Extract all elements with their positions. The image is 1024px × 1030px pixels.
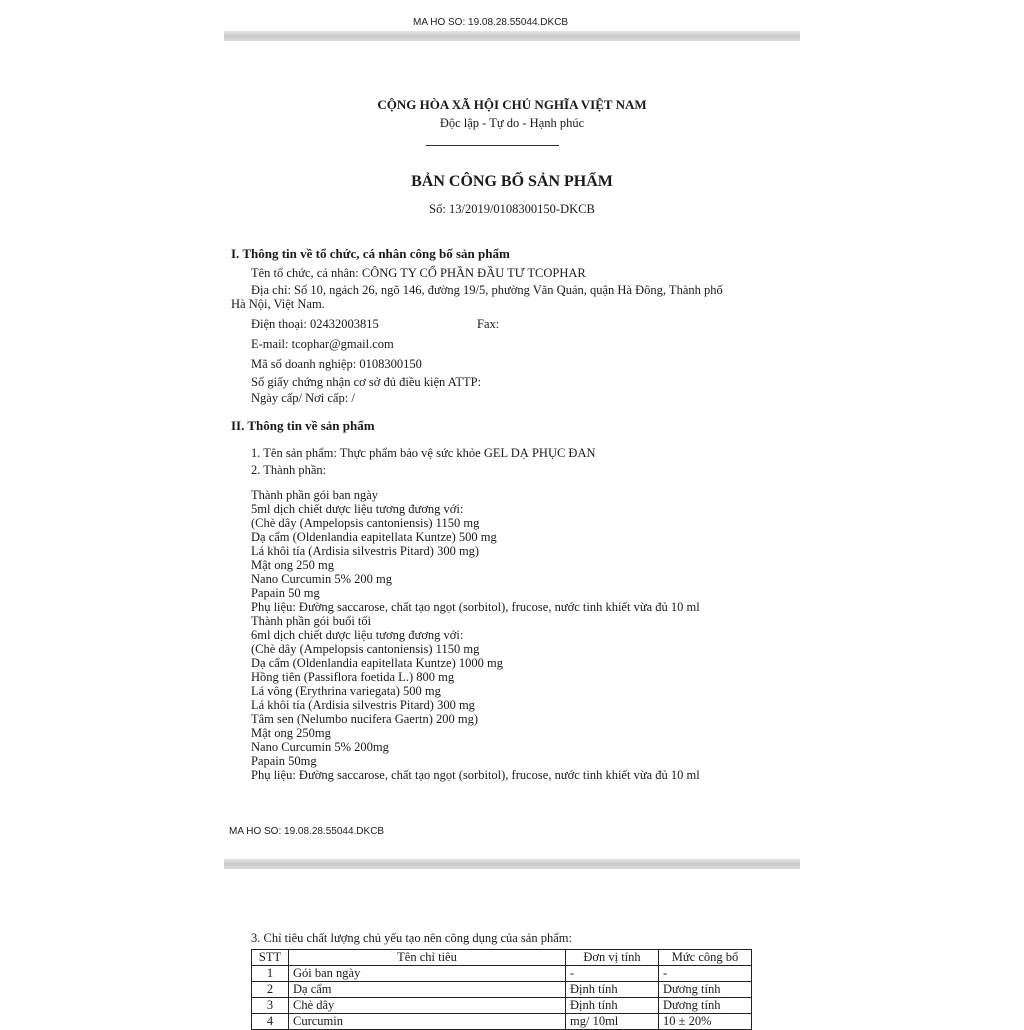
ingredients-list (251, 488, 700, 782)
document-number: Số: 13/2019/0108300150-DKCB (429, 202, 595, 216)
fax: Fax: (477, 317, 500, 331)
ingredient-line: Mật ong 250mg (251, 726, 331, 740)
email: E-mail: tcophar@gmail.com (251, 337, 394, 351)
table-row (252, 998, 752, 1014)
ingredient-line: 5ml dịch chiết dược liệu tương đương với: (251, 502, 464, 516)
table-header-cell: Mức công bố (659, 950, 752, 966)
table-cell: 3 (252, 998, 289, 1014)
quality-heading: 3. Chỉ tiêu chất lượng chủ yếu tạo nên công dụng của sản phẩm: (251, 931, 572, 945)
table-cell: - (659, 966, 752, 982)
quality-table (251, 949, 752, 1030)
ingredient-line: (Chè dây (Ampelopsis cantoniensis) 1150 mg (251, 642, 480, 656)
page-header-code: MA HO SO: 19.08.28.55044.DKCB (413, 17, 569, 28)
table-header-row (252, 950, 752, 966)
ingredient-line: Phụ liệu: Đường saccarose, chất tạo ngọt (sorbitol), frucose, nước tinh khiết vừa đủ 10 ml (251, 600, 700, 614)
ingredient-line: Nano Curcumin 5% 200mg (251, 740, 389, 754)
table-row (252, 982, 752, 998)
ingredient-line: Nano Curcumin 5% 200 mg (251, 572, 392, 586)
table-cell: Dạ cẩm (289, 982, 566, 998)
table-cell: mg/ 10ml (566, 1014, 659, 1030)
ingredient-line: Mật ong 250 mg (251, 558, 334, 572)
ingredient-line: Thành phần gói ban ngày (251, 488, 379, 502)
table-cell: Chè dây (289, 998, 566, 1014)
ingredient-line: Lá vông (Erythrina variegata) 500 mg (251, 684, 441, 698)
issue-date: Ngày cấp/ Nơi cấp: / (251, 391, 355, 405)
ingredient-line: Tâm sen (Nelumbo nucifera Gaertn) 200 mg) (251, 712, 479, 726)
ingredient-line: Dạ cẩm (Oldenlandia eapitellata Kuntze) 1000 mg (251, 656, 503, 670)
ingredient-line: Lá khôi tía (Ardisia silvestris Pitard) 300 mg (251, 698, 475, 712)
org-name: Tên tổ chức, cá nhân: CÔNG TY CỔ PHẦN ĐẦU TƯ TCOPHAR (251, 266, 586, 280)
phone: Điện thoại: 02432003815 (251, 317, 379, 331)
document-title: BẢN CÔNG BỐ SẢN PHẨM (411, 173, 613, 190)
ingredient-line: Thành phần gói buổi tối (251, 614, 372, 628)
page-divider (224, 859, 800, 869)
section-1-heading: I. Thông tin về tổ chức, cá nhân công bố sản phẩm (231, 246, 510, 261)
ingredient-line: 6ml dịch chiết dược liệu tương đương với: (251, 628, 464, 642)
business-code: Mã số doanh nghiệp: 0108300150 (251, 357, 422, 371)
table-cell: 10 ± 20% (659, 1014, 752, 1030)
ingredient-line: (Chè dây (Ampelopsis cantoniensis) 1150 mg (251, 516, 480, 530)
table-header-cell: Tên chỉ tiêu (289, 950, 566, 966)
ingredient-line: Lá khôi tía (Ardisia silvestris Pitard) 300 mg) (251, 544, 480, 558)
table-row (252, 966, 752, 982)
product-name: 1. Tên sản phẩm: Thực phẩm bảo vệ sức khỏe GEL DẠ PHỤC ĐAN (251, 446, 596, 460)
title-underline (426, 145, 559, 146)
national-title: CỘNG HÒA XÃ HỘI CHỦ NGHĨA VIỆT NAM (377, 97, 647, 112)
ingredient-line: Dạ cẩm (Oldenlandia eapitellata Kuntze) 500 mg (251, 530, 497, 544)
motto: Độc lập - Tự do - Hạnh phúc (439, 116, 585, 130)
table-cell: 4 (252, 1014, 289, 1030)
ingredient-line: Hồng tiên (Passiflora foetida L.) 800 mg (251, 670, 455, 684)
table-header-cell: STT (252, 950, 289, 966)
table-header-cell: Đơn vị tính (566, 950, 659, 966)
address-line-2: Hà Nội, Việt Nam. (231, 297, 325, 311)
address-line-1: Địa chỉ: Số 10, ngách 26, ngõ 146, đường 19/5, phường Văn Quán, quận Hà Đông, Thành phố (251, 283, 723, 297)
ingredient-line: Phụ liệu: Đường saccarose, chất tạo ngọt (sorbitol), frucose, nước tinh khiết vừa đủ 10 ml (251, 768, 700, 782)
table-cell: Định tính (566, 982, 659, 998)
ingredient-line: Papain 50mg (251, 754, 317, 768)
food-safety-cert: Số giấy chứng nhận cơ sở đủ điều kiện ATTP: (251, 375, 482, 389)
table-cell: Curcumin (289, 1014, 566, 1030)
table-row (252, 1014, 752, 1030)
ingredients-label: 2. Thành phần: (251, 463, 327, 477)
ingredient-line: Papain 50 mg (251, 586, 320, 600)
table-cell: Gói ban ngày (289, 966, 566, 982)
table-cell: 1 (252, 966, 289, 982)
table-cell: Dương tính (659, 982, 752, 998)
page-footer-code: MA HO SO: 19.08.28.55044.DKCB (229, 826, 385, 837)
page-divider (224, 31, 800, 41)
table-cell: Định tính (566, 998, 659, 1014)
table-cell: 2 (252, 982, 289, 998)
table-cell: - (566, 966, 659, 982)
table-cell: Dương tính (659, 998, 752, 1014)
section-2-heading: II. Thông tin về sản phẩm (231, 418, 375, 433)
